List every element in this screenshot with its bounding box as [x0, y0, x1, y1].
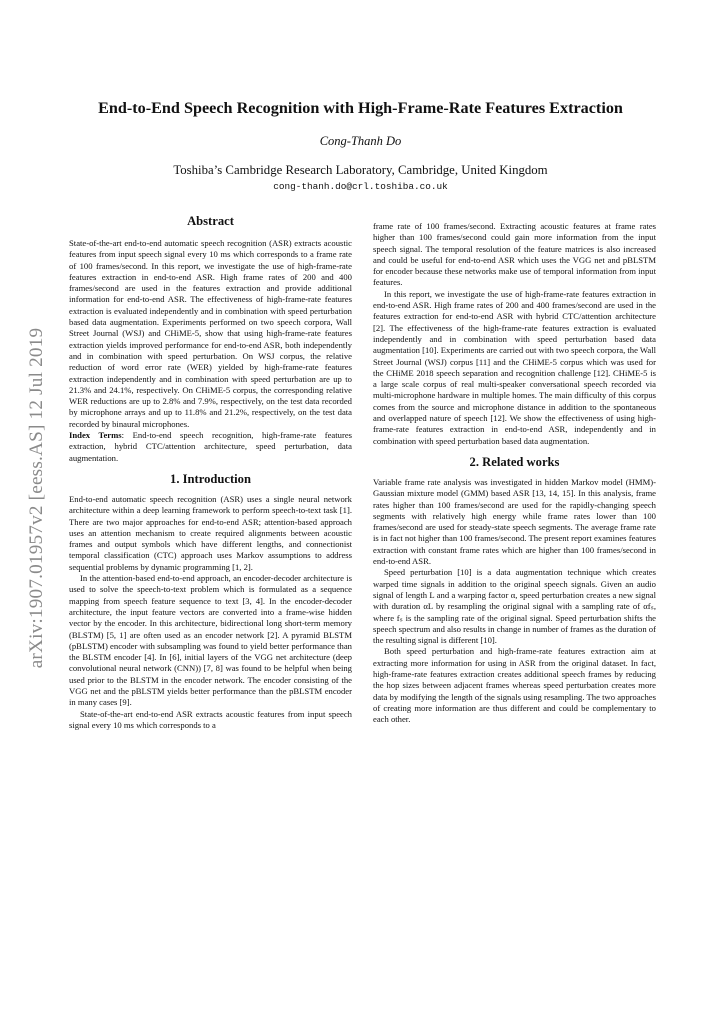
index-terms-text: : End-to-end speech recognition, high-frame-rate features extraction, hybrid CTC/attention architecture, speed perturbation, data augmentation. [69, 430, 353, 463]
related-works-paragraph: Variable frame rate analysis was investigated in hidden Markov model (HMM)-Gaussian mixture model (GMM) based ASR [13, 14, 15]. In this analysis, frame rates higher than 100 frames/second are used for the rapidly-changing speech segments with relatively high energy while frame rates lower than 100 frames/second are used for steady-state speech segments. The average frame rate is in fact not higher than 100 frames/second. The present report examines features extraction with constant frame rates which are higher than 100 frames/second in end-to-end ASR. [373, 476, 656, 567]
introduction-heading: 1. Introduction [170, 471, 251, 486]
abstract-text: State-of-the-art end-to-end automatic speech recognition (ASR) extracts acoustic features from input speech signal every 10 ms which corresponds to a frame rate of 100 frames/second. In this report, we investigate the use of high-frame-rate features extraction in end-to-end ASR. High frame rates of 200 and 400 frames/second are used in the features extraction and provide additional information for end-to-end ASR. The effectiveness of high-frame-rate features extraction is evaluated independently and in combination with speed perturbation based data augmentation. Experiments performed on two speech corpora, Wall Street Journal (WSJ) and CHiME-5, show that using high-frame-rate features extraction yields improved performance for end-to-end ASR, both independently and in combination with speed perturbation. On WSJ corpus, the relative reduction of word error rate (WER) yielded by high-frame-rate features extraction independently and in combination with speed perturbation are up to 21.3% and 24.1%, respectively. On CHiME-5 corpus, the corresponding relative WER reductions are up to 2.8% and 7.9%, respectively, on the test data recorded by microphone arrays and up to 11.8% and 21.2%, respectively, on the test data recorded by binaural microphones. [69, 238, 352, 429]
paper-title: End-to-End Speech Recognition with High-Frame-Rate Features Extraction [98, 99, 623, 117]
affiliation: Toshiba’s Cambridge Research Laboratory, Cambridge, United Kingdom [173, 163, 548, 177]
intro-paragraph: In the attention-based end-to-end approach, an encoder-decoder architecture is used to solve the speech-to-text problem which is formulated as a sequence mapping from speech feature sequence to text [3, 4]. In the encoder-decoder architecture, the input feature vectors are converted into a frame-wise hidden vector by the encoder. In this architecture, bidirectional long short-term memory (BLSTM) [5, 1] are often used as an encoder network [2]. A pyramid BLSTM (pBLSTM) encoder with subsampling was found to yield better performance than the BLSTM encoder [4]. In [6], initial layers of the VGG net architecture (deep convolutional neural network (CNN)) [7, 8] was found to be helpful when being used prior to the BLSTM in the encoder network. The encoder consisting of the VGG net and the pBLSTM yields better performance than the pBLSTM encoder in many cases [9]. [69, 573, 352, 708]
related-works-paragraph: Speed perturbation [10] is a data augmentation technique which creates warped time signals in addition to the original speech signals. Given an audio signal of length L and a warping factor α, speed perturbation creates a new signal with duration αL by resampling the original signal with a sampling rate of αfₛ, where fₛ is the sampling rate of the original signal. Speed perturbation shifts the speech spectrum and also results in change in number of frames as the duration of the resulting signal is different [10]. [373, 567, 656, 646]
arxiv-stamp-text: arXiv:1907.01957v2 [eess.AS] 12 Jul 2019 [26, 327, 47, 669]
right-column [373, 221, 656, 725]
related-works-heading: 2. Related works [469, 454, 560, 469]
intro-paragraph: End-to-end automatic speech recognition (ASR) uses a single neural network architecture within a deep learning framework to perform speech-to-text task [1]. There are two major approaches for end-to-end ASR; attention-based approach uses an attention mechanism to create required alignments between acoustic frames and output symbols which have different lengths, and connectionist temporal classification (CTC) approach uses Markov assumptions to address sequential problems by dynamic programming [1, 2]. [69, 493, 352, 572]
arxiv-stamp [24, 318, 50, 678]
author-email: cong-thanh.do@crl.toshiba.co.uk [273, 181, 448, 192]
related-works-paragraph: Both speed perturbation and high-frame-rate features extraction aim at extracting more information for using in ASR from the original dataset. In fact, high-frame-rate features extraction creates additional speech frames by reducing the hop sizes between adjacent frames whereas speed perturbation creates more data by modifying the length of the signals using resampling. The two approaches of creating more information are thus different and could be complementary to each other. [373, 646, 656, 725]
index-terms [69, 430, 352, 464]
author-name: Cong-Thanh Do [319, 134, 402, 148]
intro-continued-paragraph: frame rate of 100 frames/second. Extracting acoustic features at frame rates higher than 100 frames/second could gain more information from the input speech signal. The temporal resolution of the feature matrices is also increased and could be useful for end-to-end ASR which uses the VGG net and pBLSTM for encoder because these networks make use of temporal information from input features. [373, 221, 656, 288]
left-column [69, 214, 352, 731]
intro-continued-paragraph: In this report, we investigate the use of high-frame-rate features extraction in end-to-end ASR. High frame rates of 200 and 400 frames/second are used in the features extraction for end-to-end ASR with hybrid CTC/attention architecture [2]. The effectiveness of the high-frame-rate features extraction is evaluated independently and in combination with speed perturbation based data augmentation [10]. Experiments are carried out with two speech corpora, the Wall Street Journal (WSJ) corpus [11] and the CHiME-5 corpus which was used for the CHiME 2018 speech separation and recognition challenge [12]. CHiME-5 is a large scale corpus of real multi-speaker conversational speech recorded via multi-microphone hardware in multiple homes. The main difficulty of this corpus comes from the source and microphone distance in addition to the spontaneous and overlapped nature of speech [12]. We show the effectiveness of using high-frame-rate features extraction in end-to-end ASR, independently and in combination with speed perturbation based data augmentation. [373, 288, 656, 446]
index-terms-label: Index Terms [69, 430, 122, 441]
intro-paragraph: State-of-the-art end-to-end ASR extracts acoustic features from input speech signal every 10 ms which corresponds to a [69, 708, 352, 730]
abstract-heading: Abstract [187, 214, 234, 228]
